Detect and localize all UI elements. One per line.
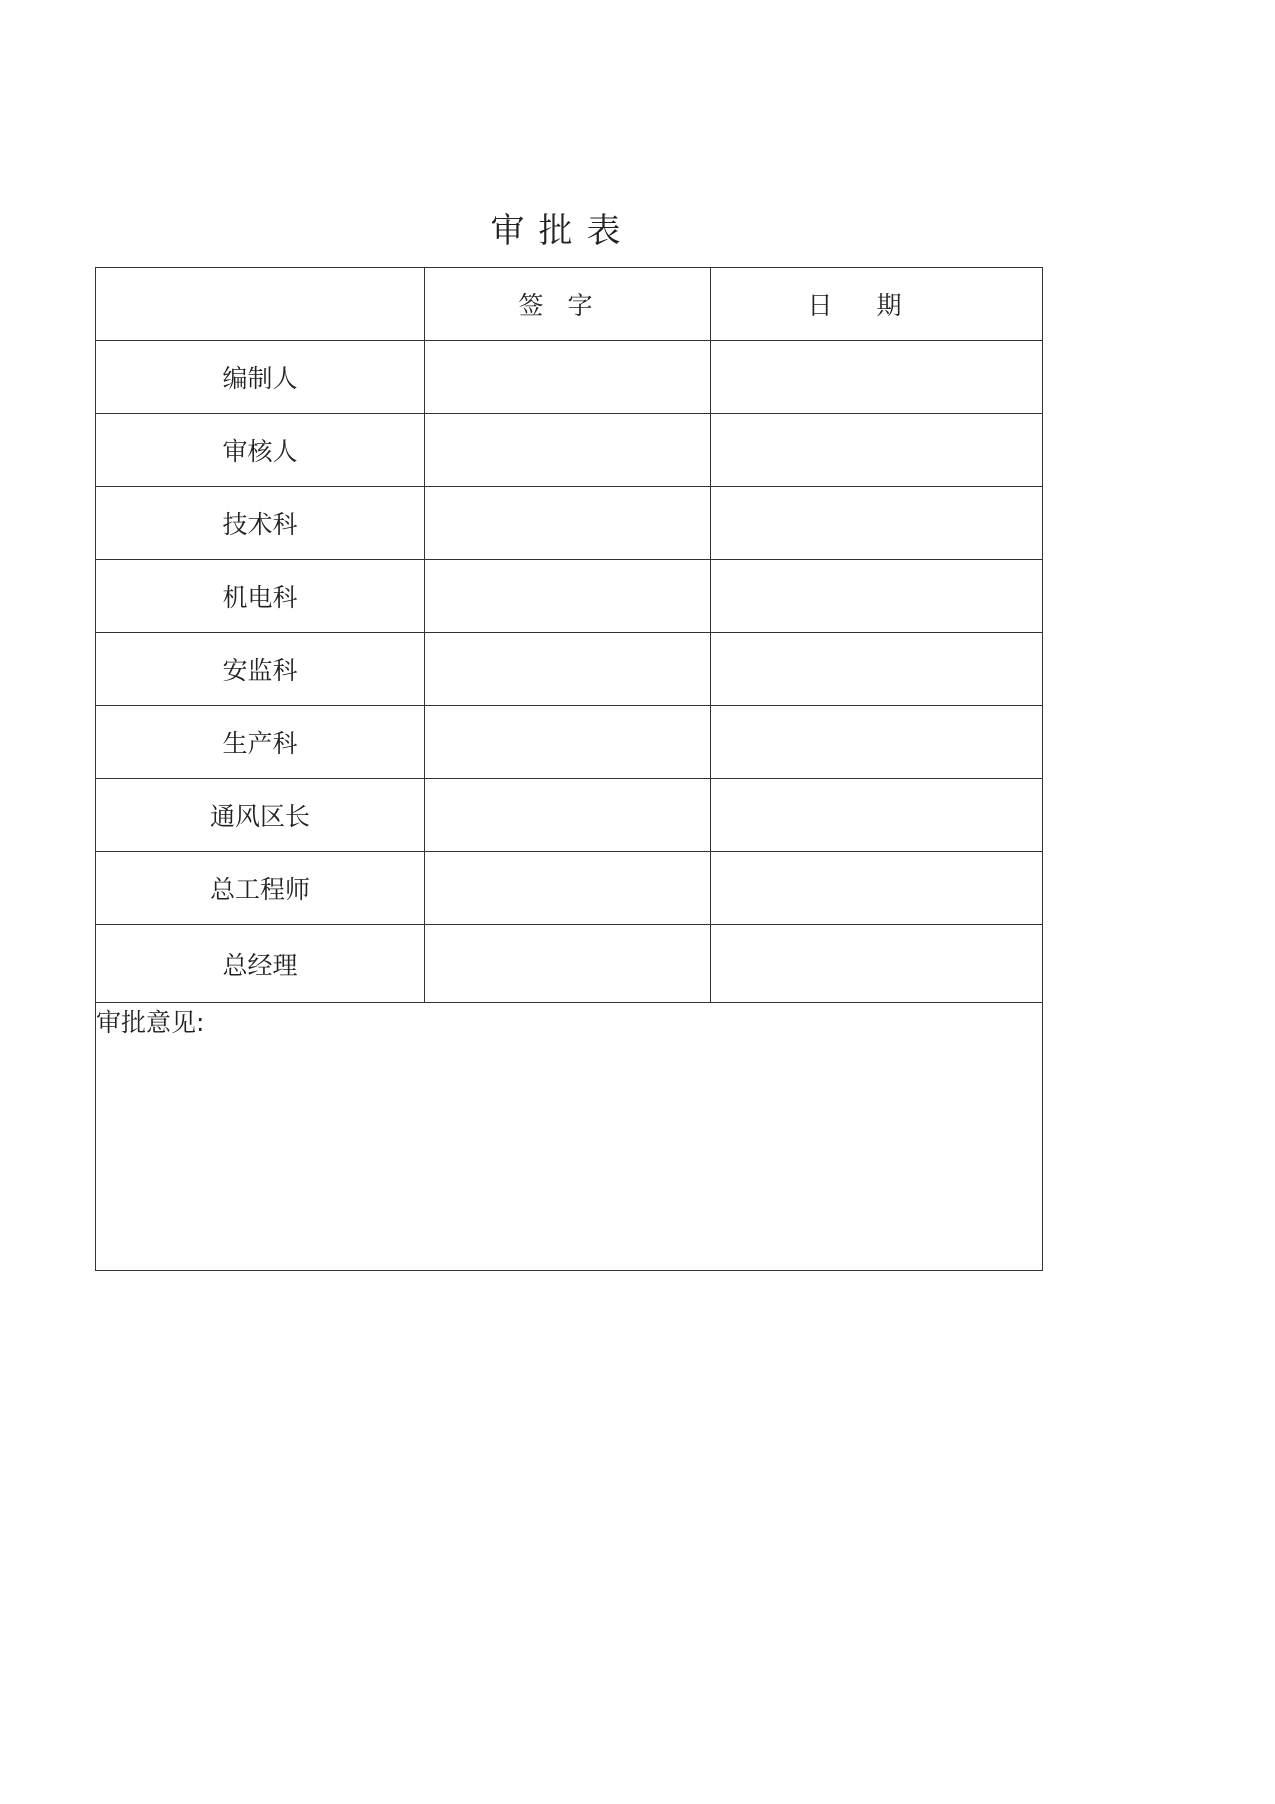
row-label: 编制人 — [96, 341, 425, 414]
row-label: 审核人 — [96, 414, 425, 487]
row-label: 通风区长 — [96, 779, 425, 852]
table-row — [96, 560, 1043, 633]
date-cell[interactable] — [711, 779, 1043, 852]
signature-cell[interactable] — [425, 633, 711, 706]
table-row — [96, 341, 1043, 414]
row-label: 生产科 — [96, 706, 425, 779]
signature-cell[interactable] — [425, 487, 711, 560]
column-header-date: 日期 — [711, 268, 1043, 341]
signature-cell[interactable] — [425, 925, 711, 1003]
opinion-cell[interactable] — [96, 1003, 1043, 1271]
date-cell[interactable] — [711, 925, 1043, 1003]
page-title: 审批表 — [490, 211, 635, 251]
table-header-row — [96, 268, 1043, 341]
signature-cell[interactable] — [425, 706, 711, 779]
table-row — [96, 779, 1043, 852]
opinion-row — [96, 1003, 1043, 1271]
date-cell[interactable] — [711, 560, 1043, 633]
table-row — [96, 706, 1043, 779]
date-cell[interactable] — [711, 341, 1043, 414]
table-row — [96, 633, 1043, 706]
row-label: 机电科 — [96, 560, 425, 633]
date-cell[interactable] — [711, 633, 1043, 706]
approval-table — [95, 267, 1043, 1271]
signature-cell[interactable] — [425, 341, 711, 414]
table-row — [96, 487, 1043, 560]
signature-cell[interactable] — [425, 560, 711, 633]
row-label: 总经理 — [96, 925, 425, 1003]
header-blank-cell — [96, 268, 425, 341]
date-cell[interactable] — [711, 487, 1043, 560]
opinion-label: 审批意见: — [96, 1008, 205, 1037]
date-cell[interactable] — [711, 414, 1043, 487]
row-label: 安监科 — [96, 633, 425, 706]
table-row — [96, 852, 1043, 925]
signature-cell[interactable] — [425, 414, 711, 487]
table-row — [96, 414, 1043, 487]
signature-cell[interactable] — [425, 779, 711, 852]
row-label: 技术科 — [96, 487, 425, 560]
row-label: 总工程师 — [96, 852, 425, 925]
signature-cell[interactable] — [425, 852, 711, 925]
date-cell[interactable] — [711, 852, 1043, 925]
table-row — [96, 925, 1043, 1003]
column-header-signature: 签字 — [425, 268, 711, 341]
date-cell[interactable] — [711, 706, 1043, 779]
